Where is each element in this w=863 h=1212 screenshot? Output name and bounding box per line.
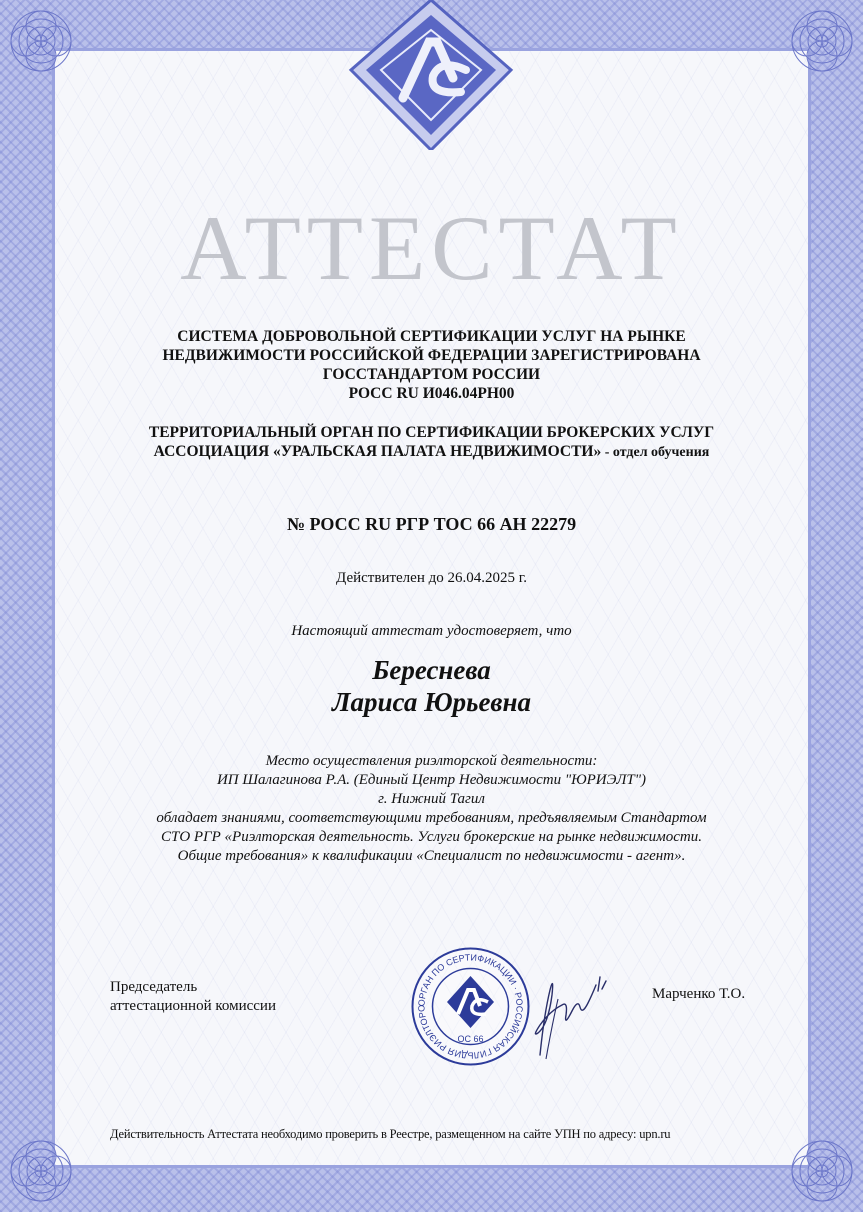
organ-department: - отдел обучения [601,445,710,460]
ac-logo-icon [341,0,521,150]
holder-given-names: Лариса Юрьевна [332,687,531,717]
system-line: СИСТЕМА ДОБРОВОЛЬНОЙ СЕРТИФИКАЦИИ УСЛУГ НА РЫНКЕ [177,328,686,345]
commission-title: аттестационной комиссии [110,998,276,1014]
chairman-title: Председатель [110,979,198,995]
details-line: Место осуществления риэлторской деятельности: [265,753,598,769]
certification-system-block [80,327,783,403]
certificate-number: № РОСС RU РГР ТОС 66 АН 22279 [286,514,577,534]
chairman-label [110,978,276,1016]
document-title: АТТЕСТАТ [180,197,683,299]
signer-name: Марченко Т.О. [652,986,746,1002]
system-registration-code: РОСС RU И046.04РН00 [348,385,515,402]
validity-date: Действителен до 26.04.2025 г. [336,570,527,586]
guilloche-corner-icon [787,1136,857,1206]
guilloche-corner-icon [787,6,857,76]
territorial-organ-block [80,423,783,462]
organ-line: ТЕРРИТОРИАЛЬНЫЙ ОРГАН ПО СЕРТИФИКАЦИИ БРОКЕРСКИХ УСЛУГ [148,424,715,441]
holder-name [80,654,783,718]
qualification-details [80,752,783,866]
details-line: Общие требования» к квалификации «Специалист по недвижимости - агент». [177,848,686,864]
certify-text: Настоящий аттестат удостоверяет, что [291,623,572,639]
organ-line: АССОЦИАЦИЯ «УРАЛЬСКАЯ ПАЛАТА НЕДВИЖИМОСТИ» [153,443,602,460]
holder-surname: Береснева [372,655,491,685]
seal-code: ОС 66 [457,1034,484,1044]
details-line: СТО РГР «Риэлторская деятельность. Услуги брокерские на рынке недвижимости. [161,829,702,845]
details-line: г. Нижний Тагил [378,791,485,807]
system-line: ГОССТАНДАРТОМ РОССИИ [322,366,541,383]
guilloche-corner-icon [6,6,76,76]
system-line: НЕДВИЖИМОСТИ РОССИЙСКОЙ ФЕДЕРАЦИИ ЗАРЕГИСТРИРОВАНА [162,347,701,364]
details-line: обладает знаниями, соответствующими требованиям, предъявляемым Стандартом [156,810,707,826]
signature-icon [510,955,620,1065]
registry-note: Действительность Аттестата необходимо проверить в Реестре, размещенном на сайте УПН по адресу: upn.ru [110,1127,671,1141]
seal-ring-text: ОРГАН ПО СЕРТИФИКАЦИИ · РОССИЙСКАЯ ГИЛЬДИЯ РИЭЛТОРО [416,952,525,1061]
details-line: ИП Шалагинова Р.А. (Единый Центр Недвижимости "ЮРИЭЛТ") [216,772,647,788]
guilloche-corner-icon [6,1136,76,1206]
